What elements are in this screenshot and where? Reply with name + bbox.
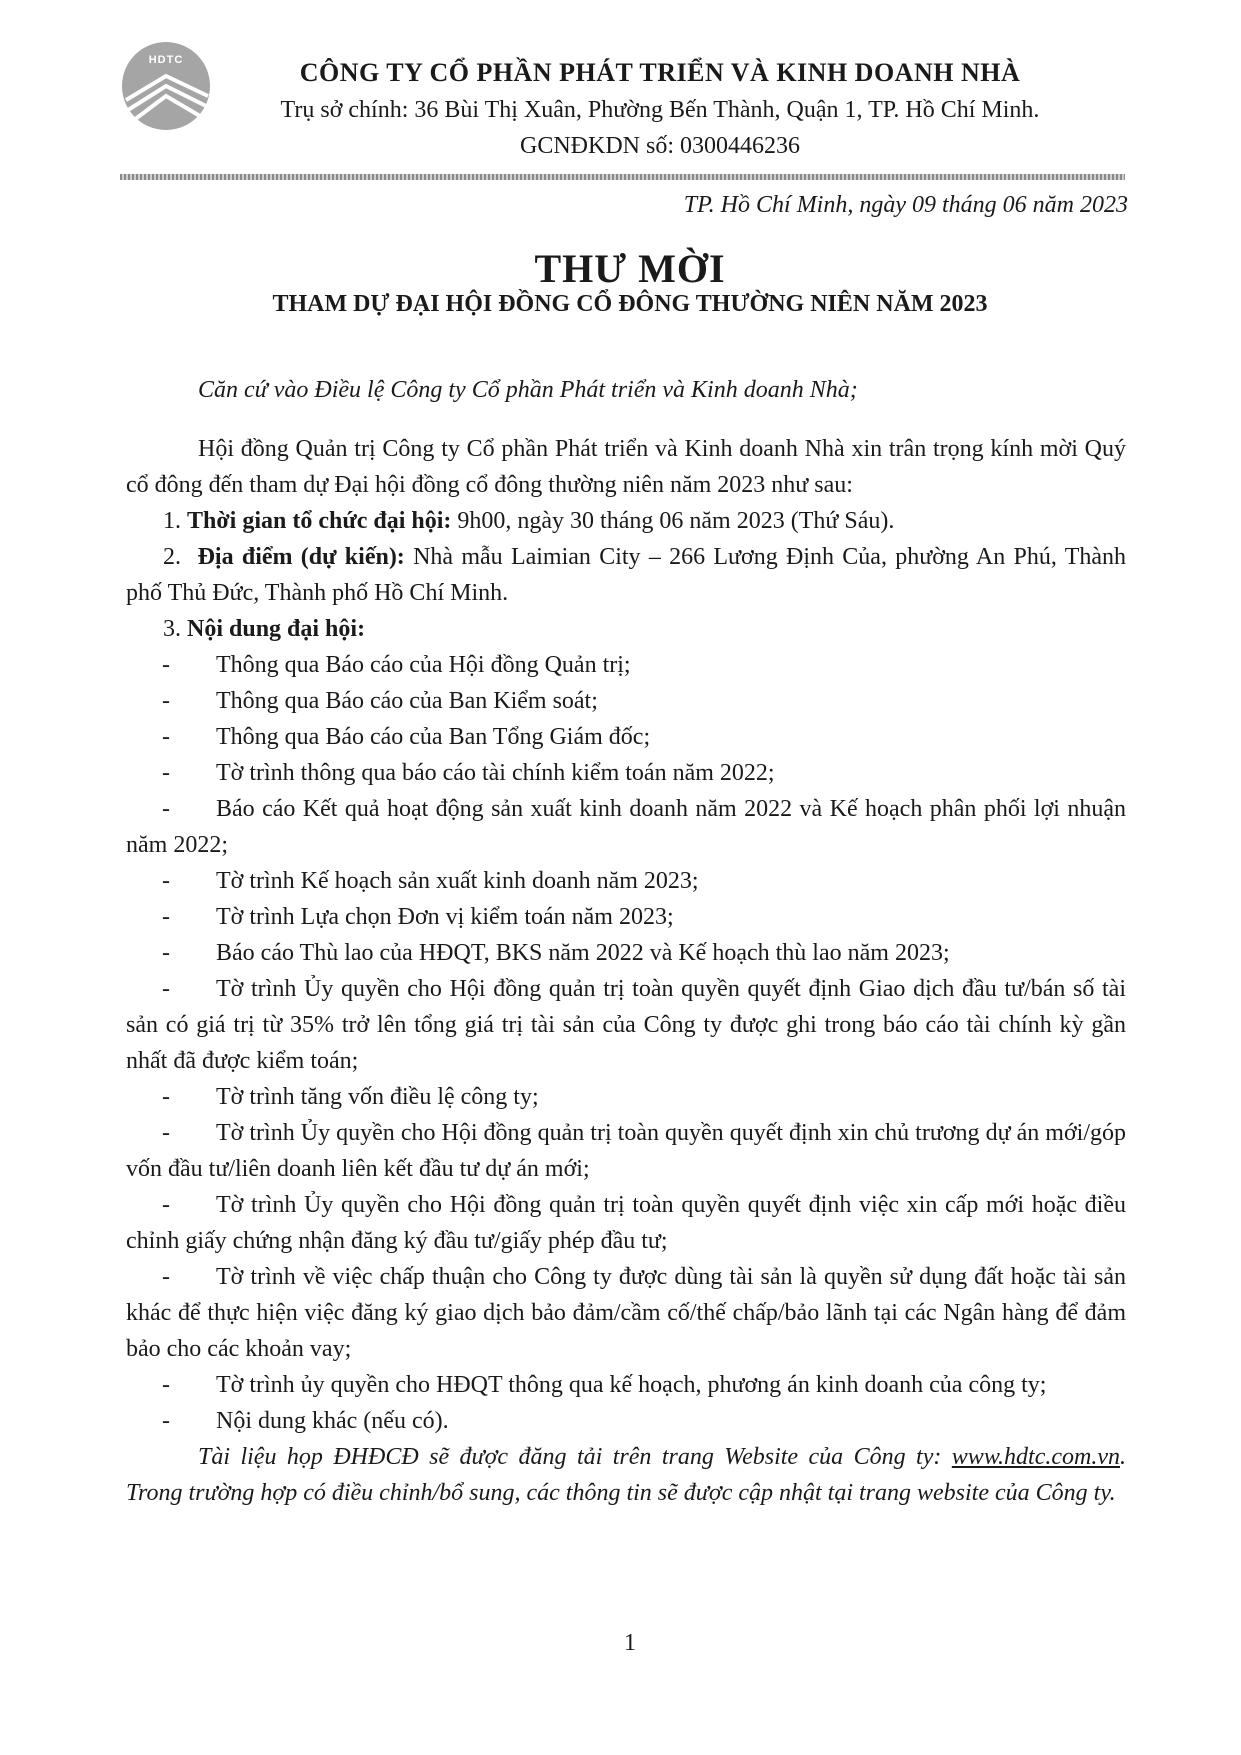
date-line: TP. Hồ Chí Minh, ngày 09 tháng 06 năm 2023 — [683, 192, 1128, 218]
item-text: Nhà mẫu Laimian City – 266 Lương Định Của, phường An Phú, Thành phố Thủ Đức, Thành phố Hồ Chí Minh. — [126, 544, 1127, 606]
page-number: 1 — [624, 1630, 636, 1656]
item-text: 9h00, ngày 30 tháng 06 năm 2023 (Thứ Sáu). — [451, 508, 895, 534]
document-subtitle: THAM DỰ ĐẠI HỘI ĐỒNG CỔ ĐÔNG THƯỜNG NIÊN NĂM 2023 — [272, 291, 988, 317]
agenda-item: - Tờ trình Ủy quyền cho Hội đồng quản trị toàn quyền quyết định việc xin cấp mới hoặc điều chỉnh giấy chứng nhận đăng ký đầu tư/giấy phép đầu tư; — [126, 1187, 1126, 1259]
company-address: Trụ sở chính: 36 Bùi Thị Xuân, Phường Bến Thành, Quận 1, TP. Hồ Chí Minh. — [280, 97, 1040, 123]
dash-bullet: - — [162, 1192, 170, 1218]
item-label: Nội dung đại hội: — [187, 616, 366, 642]
dash-bullet: - — [162, 1084, 170, 1110]
logo-text: HDTC — [148, 54, 184, 66]
dash-bullet: - — [162, 904, 170, 930]
dash-bullet: - — [162, 868, 170, 894]
dash-bullet: - — [162, 1408, 170, 1434]
company-name: CÔNG TY CỔ PHẦN PHÁT TRIỂN VÀ KINH DOANH NHÀ — [299, 58, 1021, 87]
item-label: Địa điểm (dự kiến): — [197, 544, 405, 570]
item-time — [126, 503, 1126, 539]
dash-bullet: - — [162, 1120, 170, 1146]
dash-bullet: - — [162, 976, 170, 1002]
company-registration: GCNĐKDN số: 0300446236 — [519, 133, 800, 159]
dash-bullet: - — [162, 652, 170, 678]
letter-body — [126, 372, 1126, 1511]
agenda-item: - Thông qua Báo cáo của Ban Kiểm soát; — [126, 683, 1126, 719]
dash-bullet: - — [162, 1372, 170, 1398]
item-location — [126, 539, 1126, 611]
agenda-item: - Tờ trình Ủy quyền cho Hội đồng quản trị toàn quyền quyết định xin chủ trương dự án mới/góp vốn đầu tư/liên doanh liên kết đầu tư dự án mới; — [126, 1115, 1126, 1187]
company-logo — [118, 38, 214, 134]
agenda-item: - Tờ trình thông qua báo cáo tài chính kiểm toán năm 2022; — [126, 755, 1126, 791]
item-number: 1. — [163, 508, 181, 534]
dash-bullet: - — [162, 1264, 170, 1290]
agenda-item: - Thông qua Báo cáo của Ban Tổng Giám đốc; — [126, 719, 1126, 755]
agenda-item: - Nội dung khác (nếu có). — [126, 1403, 1126, 1439]
agenda-item: - Tờ trình ủy quyền cho HĐQT thông qua kế hoạch, phương án kinh doanh của công ty; — [126, 1367, 1126, 1403]
agenda-item: - Báo cáo Thù lao của HĐQT, BKS năm 2022 và Kế hoạch thù lao năm 2023; — [126, 935, 1126, 971]
agenda-item: - Tờ trình tăng vốn điều lệ công ty; — [126, 1079, 1126, 1115]
agenda-item: - Báo cáo Kết quả hoạt động sản xuất kinh doanh năm 2022 và Kế hoạch phân phối lợi nhuận năm 2022; — [126, 791, 1126, 863]
agenda-item: - Tờ trình về việc chấp thuận cho Công ty được dùng tài sản là quyền sử dụng đất hoặc tài sản khác để thực hiện việc đăng ký giao dịch bảo đảm/cầm cố/thế chấp/bảo lãnh tại các Ngân hàng để đảm bảo cho các khoản vay; — [126, 1259, 1126, 1367]
item-agenda-heading — [126, 611, 1126, 647]
website-link[interactable]: www.hdtc.com.vn — [951, 1444, 1120, 1470]
dash-bullet: - — [162, 796, 170, 822]
item-number: 2. — [163, 544, 181, 570]
dash-bullet: - — [162, 760, 170, 786]
agenda-item: - Tờ trình Ủy quyền cho Hội đồng quản trị toàn quyền quyết định Giao dịch đầu tư/bán số tài sản có giá trị từ 35% trở lên tổng giá trị tài sản của Công ty được ghi trong báo cáo tài chính kỳ gần nhất đã được kiểm toán; — [126, 971, 1126, 1079]
dash-bullet: - — [162, 724, 170, 750]
item-label: Thời gian tổ chức đại hội: — [187, 508, 452, 534]
header-divider — [120, 174, 1125, 180]
agenda-list — [126, 647, 1126, 1439]
intro-paragraph: Hội đồng Quản trị Công ty Cổ phần Phát triển và Kinh doanh Nhà xin trân trọng kính mời Quý cổ đông đến tham dự Đại hội đồng cổ đông thường niên năm 2023 như sau: — [126, 436, 1126, 498]
company-logo-graphic — [118, 38, 214, 134]
legal-basis: Căn cứ vào Điều lệ Công ty Cổ phần Phát triển và Kinh doanh Nhà; — [198, 377, 858, 403]
dash-bullet: - — [162, 688, 170, 714]
dash-bullet: - — [162, 940, 170, 966]
agenda-item: - Thông qua Báo cáo của Hội đồng Quản trị; — [126, 647, 1126, 683]
document-title: THƯ MỜI — [534, 246, 726, 291]
item-number: 3. — [163, 616, 181, 642]
agenda-item: - Tờ trình Lựa chọn Đơn vị kiểm toán năm 2023; — [126, 899, 1126, 935]
agenda-item: - Tờ trình Kế hoạch sản xuất kinh doanh năm 2023; — [126, 863, 1126, 899]
closing-paragraph: Tài liệu họp ĐHĐCĐ sẽ được đăng tải trên trang Website của Công ty: www.hdtc.com.vn. Trong trường hợp có điều chỉnh/bổ sung, các thông tin sẽ được cập nhật tại trang website của Công ty. — [126, 1444, 1126, 1506]
